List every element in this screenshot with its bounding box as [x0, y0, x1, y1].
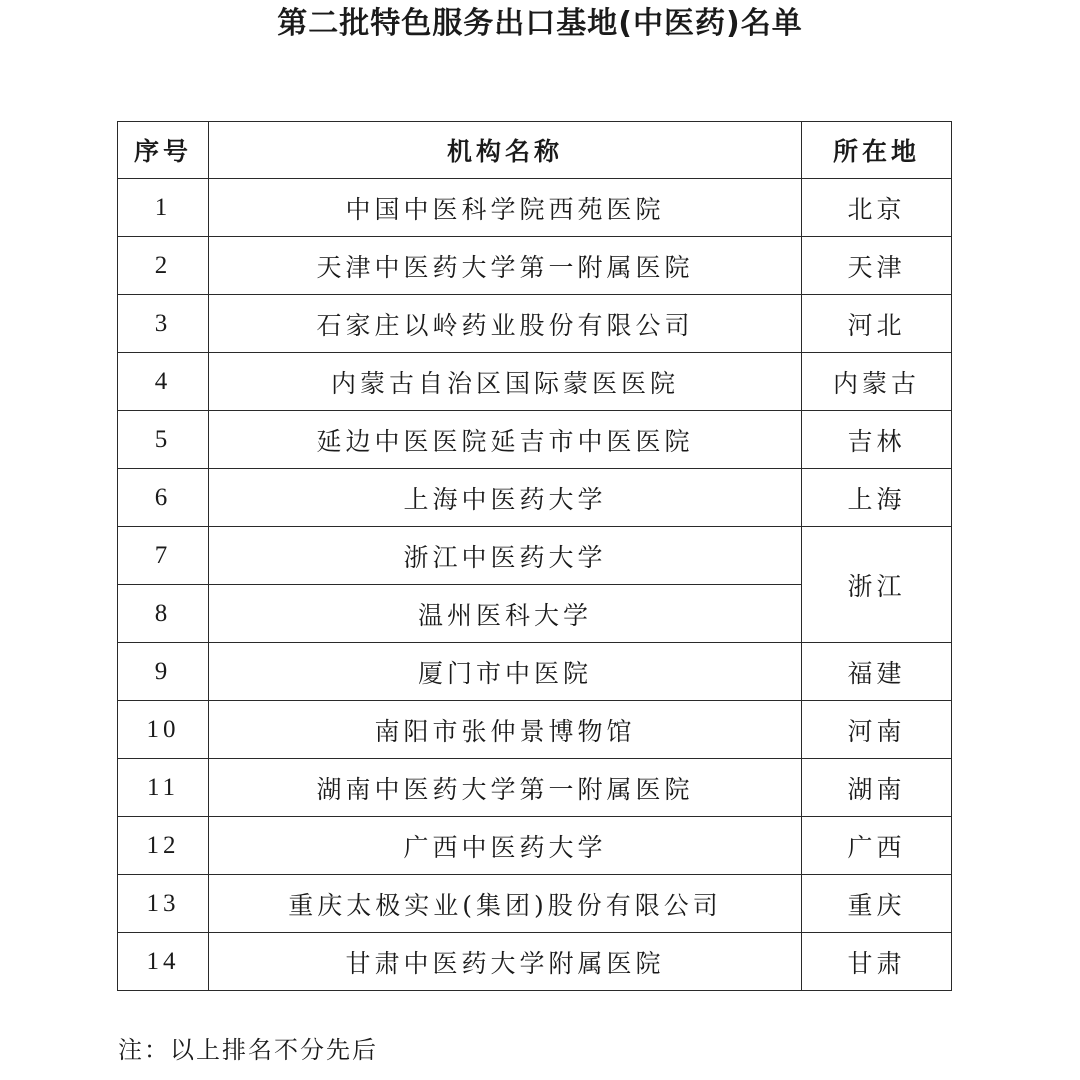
cell-seq: 11: [118, 759, 209, 817]
cell-name: 厦门市中医院: [209, 643, 802, 701]
cell-seq: 13: [118, 875, 209, 933]
cell-seq: 5: [118, 411, 209, 469]
cell-seq: 4: [118, 353, 209, 411]
table-row: [118, 469, 952, 527]
table-row: [118, 411, 952, 469]
page-title: 第二批特色服务出口基地(中医药)名单: [277, 6, 803, 41]
header-location: 所在地: [802, 122, 952, 179]
table-row: [118, 295, 952, 353]
cell-location: 上海: [802, 469, 952, 527]
cell-seq: 2: [118, 237, 209, 295]
table-row: [118, 933, 952, 991]
cell-location: 吉林: [802, 411, 952, 469]
cell-location: 广西: [802, 817, 952, 875]
table-header-row: [118, 122, 952, 179]
cell-name: 上海中医药大学: [209, 469, 802, 527]
cell-location: 内蒙古: [802, 353, 952, 411]
cell-seq: 1: [118, 179, 209, 237]
footnote: 注：以上排名不分先后: [118, 1036, 378, 1064]
cell-name: 天津中医药大学第一附属医院: [209, 237, 802, 295]
cell-name: 甘肃中医药大学附属医院: [209, 933, 802, 991]
table-row: [118, 527, 952, 585]
cell-name: 广西中医药大学: [209, 817, 802, 875]
cell-location: 福建: [802, 643, 952, 701]
cell-seq: 9: [118, 643, 209, 701]
cell-location: 河南: [802, 701, 952, 759]
cell-name: 重庆太极实业(集团)股份有限公司: [209, 875, 802, 933]
base-list-table: [117, 121, 952, 991]
table-row: [118, 701, 952, 759]
cell-name: 浙江中医药大学: [209, 527, 802, 585]
cell-name: 中国中医科学院西苑医院: [209, 179, 802, 237]
cell-name: 内蒙古自治区国际蒙医医院: [209, 353, 802, 411]
cell-seq: 10: [118, 701, 209, 759]
table-row: [118, 237, 952, 295]
cell-seq: 6: [118, 469, 209, 527]
cell-name: 温州医科大学: [209, 585, 802, 643]
table-row: [118, 179, 952, 237]
table-row: [118, 643, 952, 701]
cell-location: 天津: [802, 237, 952, 295]
table-row: [118, 875, 952, 933]
cell-seq: 3: [118, 295, 209, 353]
header-seq: 序号: [118, 122, 209, 179]
cell-seq: 7: [118, 527, 209, 585]
cell-location: 河北: [802, 295, 952, 353]
cell-location: 北京: [802, 179, 952, 237]
cell-location: 重庆: [802, 875, 952, 933]
cell-name: 石家庄以岭药业股份有限公司: [209, 295, 802, 353]
table-row: [118, 759, 952, 817]
table-row: [118, 353, 952, 411]
cell-location: 甘肃: [802, 933, 952, 991]
cell-name: 延边中医医院延吉市中医医院: [209, 411, 802, 469]
header-name: 机构名称: [209, 122, 802, 179]
cell-location: 湖南: [802, 759, 952, 817]
cell-seq: 8: [118, 585, 209, 643]
cell-name: 南阳市张仲景博物馆: [209, 701, 802, 759]
cell-seq: 14: [118, 933, 209, 991]
cell-seq: 12: [118, 817, 209, 875]
cell-name: 湖南中医药大学第一附属医院: [209, 759, 802, 817]
table-row: [118, 817, 952, 875]
cell-location: 浙江: [802, 527, 952, 643]
